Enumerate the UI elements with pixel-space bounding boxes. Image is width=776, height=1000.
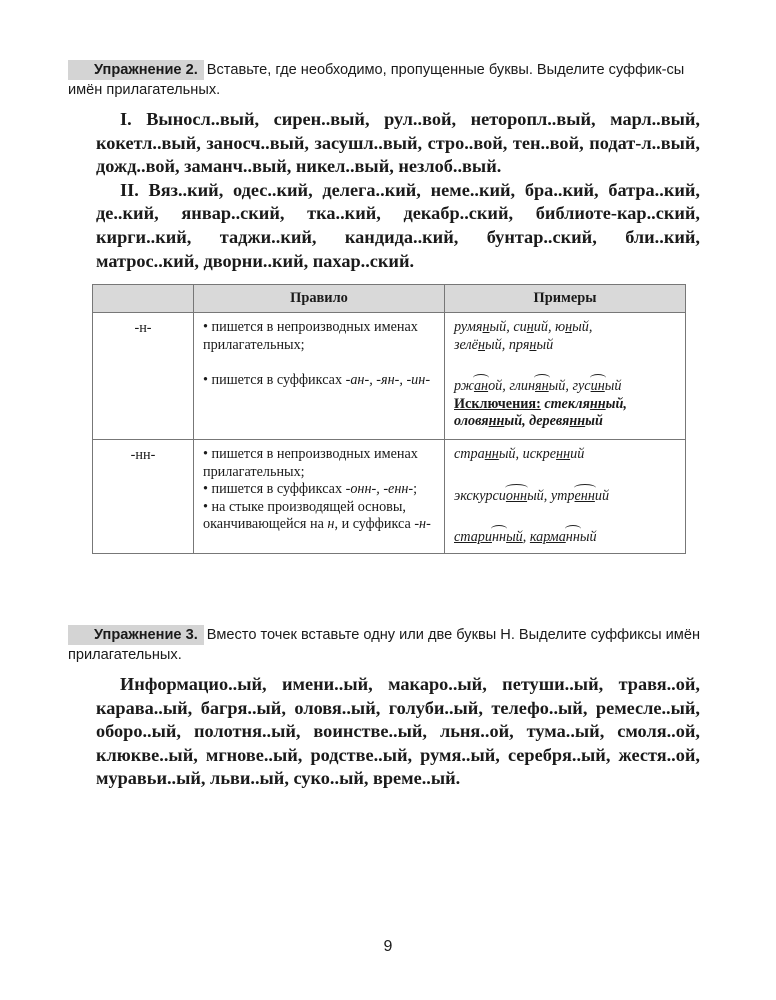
table-row-single-n	[93, 313, 686, 440]
exercise-3-header	[68, 625, 700, 665]
rule-text: • пишется в непроизводных именах прилагательных;	[203, 446, 418, 480]
exercise-3-label: Упражнение 3.	[68, 625, 204, 645]
rule-text: • пишется в непроизводных именах прилагательных;	[203, 319, 418, 353]
exceptions-line: Исключения: стеклянный,	[454, 395, 627, 412]
exercise-2-header	[68, 60, 700, 100]
table-row-double-n	[93, 440, 686, 554]
suffix-mark: нн	[492, 529, 507, 545]
table-header-rule: Правило	[194, 285, 445, 313]
suffix-list: -ан-, -ян-, -ин-	[345, 372, 431, 388]
suffix-list: -онн-, -енн-	[345, 481, 414, 497]
row-label-double-n: -нн-	[93, 440, 194, 554]
page-number: 9	[383, 938, 393, 955]
example-line: зелёный, пряный	[454, 336, 554, 353]
suffix-mark: ян	[535, 378, 549, 394]
table-header-row	[93, 285, 686, 313]
exercise-2-label: Упражнение 2.	[68, 60, 204, 80]
rules-double-n	[194, 440, 445, 554]
exceptions-line: оловянный, деревянный	[454, 413, 603, 429]
exercise-2-part-1: I. Выносл..вый, сирен..вый, рул..вой, неторопл..вый, марл..вый, кокетл..вый, заносч..вый, засушл..вый, стро..вой, тен..вой, подат-л..вый, дожд..вой, заманч..вый, никел..вый, незлоб..вый.	[96, 109, 700, 177]
examples-single-n	[445, 313, 686, 440]
exceptions-title: Исключения:	[454, 395, 541, 412]
example-line: старинный, карманный	[454, 529, 597, 545]
example-line: экскурсионный, утренний	[454, 487, 610, 504]
exercise-2-part-2: II. Вяз..кий, одес..кий, делега..кий, неме..кий, бра..кий, батра..кий, де..кий, январ..ский, тка..кий, декабр..ский, библиоте-кар..ский, кирги..кий, таджи..кий, кандида..кий, бунтар..ский, бли..кий, матрос..кий, дворни..кий, пахар..ский.	[96, 179, 700, 271]
suffix-mark: ан	[473, 378, 489, 394]
example-line: странный, искренний	[454, 446, 585, 462]
rule-text: • пишется в суффиксах -ан-, -ян-, -ин-	[203, 372, 431, 388]
table-header-examples: Примеры	[445, 285, 686, 313]
suffix-mark: ин	[590, 378, 605, 394]
exercise-2-instruction: Вставьте, где необходимо, пропущенные буквы. Выделите суффик-сы имён прилагательных.	[68, 62, 685, 98]
row-label-single-n: -н-	[93, 313, 194, 440]
suffix-mark: нн	[565, 529, 580, 545]
rule-text: • на стыке производящей основы, оканчивающейся на н, и суффикса -н-	[203, 498, 431, 532]
rule-text: • пишется в суффиксах -онн-, -енн-;	[203, 481, 418, 497]
example-line: румяный, синий, юный,	[454, 319, 593, 335]
exercise-3-instruction: Вместо точек вставьте одну или две буквы Н. Выделите суффиксы имён прилагательных.	[68, 627, 701, 663]
example-line: ржаной, глиняный, гусиный	[454, 378, 622, 394]
exercise-3-text: Информацио..ый, имени..ый, макаро..ый, петуши..ый, травя..ой, карава..ый, багря..ый, оловя..ый, голуби..ый, телефо..ый, ремесле..ый, оборо..ый, полотня..ый, воинстве..ый, льня..ой, тума..ый, смоля..ой, клюкве..ый, мгнове..ый, родстве..ый, румя..ый, серебря..ый, жестя..ой, муравьи..ый, льви..ый, суко..ый, време..ый.	[96, 674, 700, 789]
suffix-mark: онн	[505, 487, 528, 504]
exercise-2-body	[96, 108, 700, 273]
rules-single-n	[194, 313, 445, 440]
examples-double-n	[445, 440, 686, 554]
table-header-empty	[93, 285, 194, 313]
suffix-mark: енн	[574, 487, 595, 504]
spelling-rules-table	[92, 284, 686, 554]
exercise-3-body	[96, 673, 700, 791]
